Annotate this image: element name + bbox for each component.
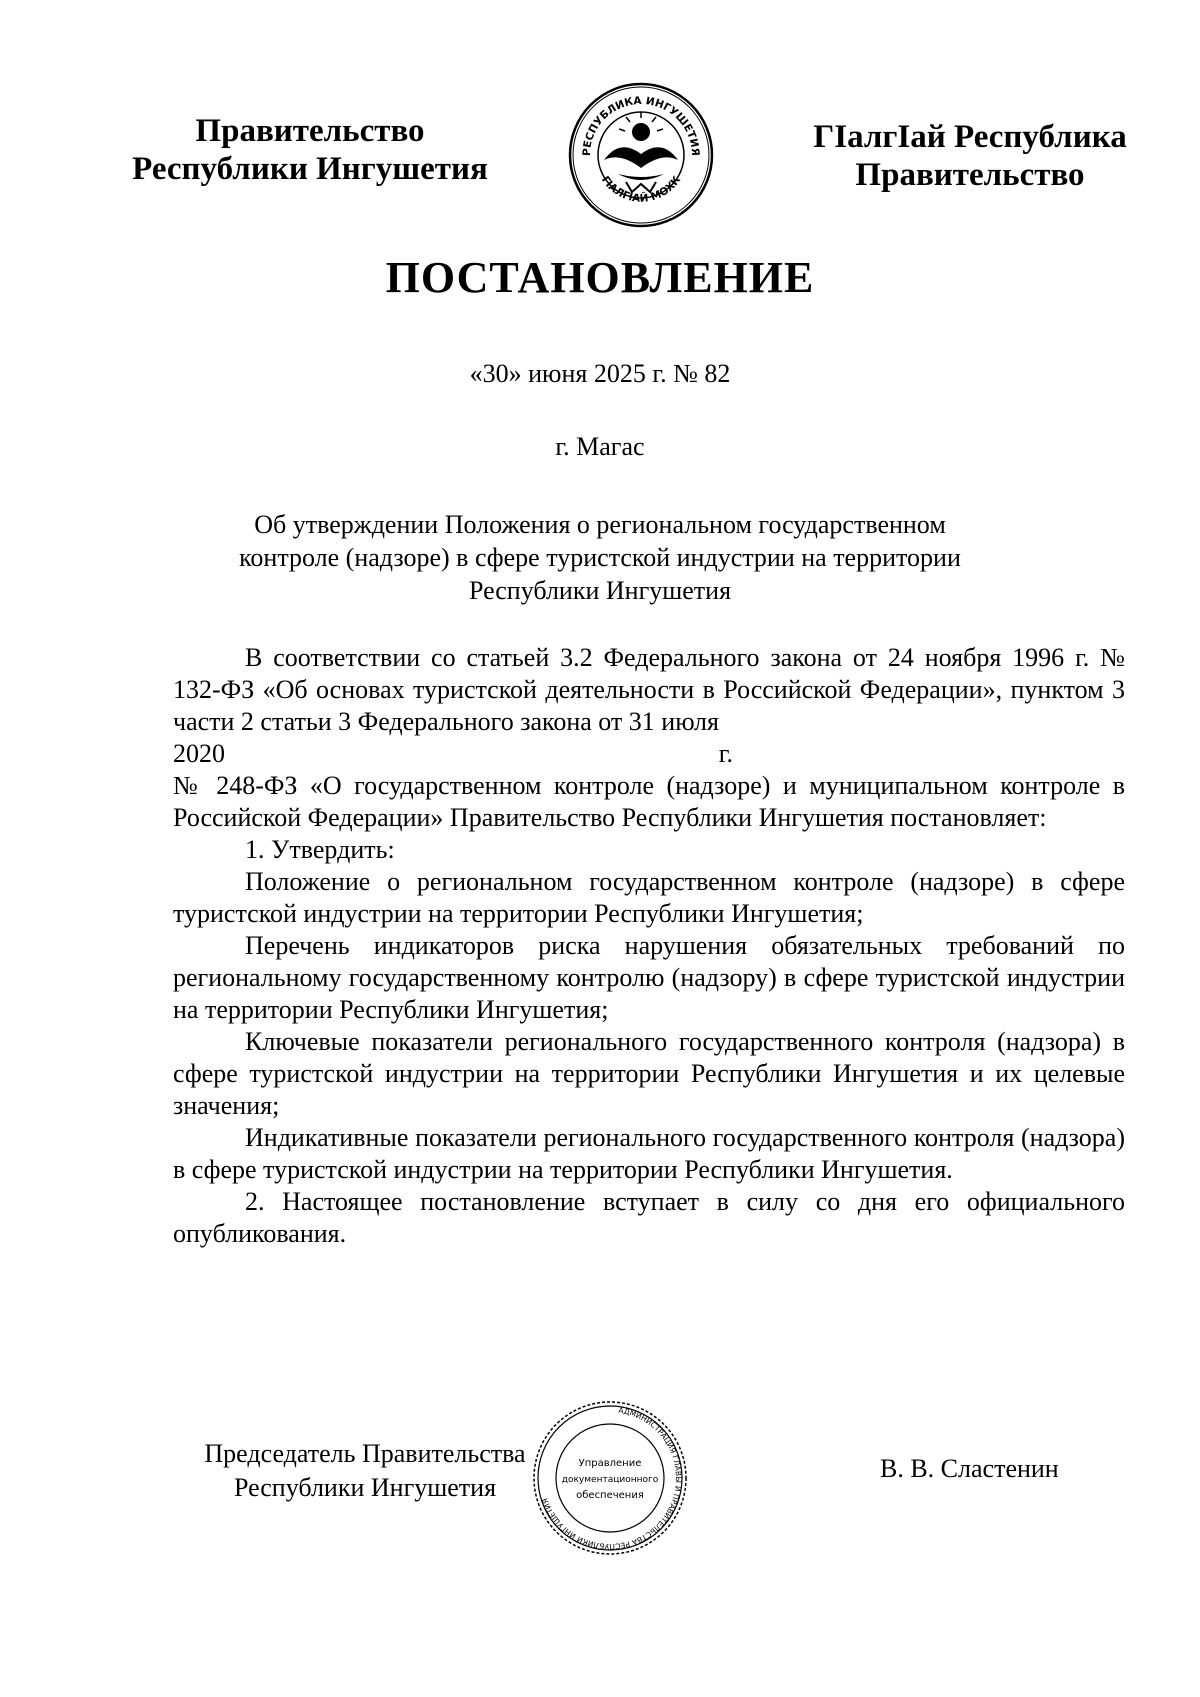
paragraph-item2: 2. Настоящее постановление вступает в силу со дня его официального опубликования. bbox=[173, 1187, 1125, 1248]
paragraph-item1-c: Ключевые показатели регионального государственного контроля (надзора) в сфере туристской индустрии на территории Республики Ингушетия и их целевые значения; bbox=[173, 1027, 1125, 1120]
document-city: г. Магас bbox=[555, 432, 645, 461]
signatory-title bbox=[180, 1437, 550, 1505]
document-body bbox=[173, 642, 1125, 1250]
paragraph-preamble-part2: № 248-ФЗ «О государственном контроле (надзоре) и муниципальном контроле в Российской Федерации» Правительство Республики Ингушетия постановляет: bbox=[173, 771, 1125, 832]
header-right bbox=[780, 118, 1160, 194]
document-type: ПОСТАНОВЛЕНИЕ bbox=[385, 253, 815, 302]
document-title-line2: контроле (надзоре) в сфере туристской индустрии на территории bbox=[239, 543, 961, 572]
document-title-line3: Республики Ингушетия bbox=[468, 576, 732, 605]
header-left-line1: Правительство bbox=[195, 113, 425, 149]
paragraph-preamble-part1: В соответствии со статьей 3.2 Федерального закона от 24 ноября 1996 г. № 132-ФЗ «Об основах туристской деятельности в Российской Федерации», пунктом 3 части 2 статьи 3 Федерального закона от 31 июля bbox=[173, 643, 1125, 736]
paragraph-item1-d: Индикативные показатели регионального государственного контроля (надзора) в сфере туристской индустрии на территории Республики Ингушетия. bbox=[173, 1123, 1125, 1184]
paragraph-item1: 1. Утвердить: bbox=[245, 835, 395, 864]
document-date-number: «30» июня 2025 г. № 82 bbox=[469, 359, 731, 388]
stamp-ring-text: АДМИНИСТРАЦИЯ ГЛАВЫ И ПРАВИТЕЛЬСТВА РЕСПУБЛИКИ ИНГУШЕТИЯ bbox=[540, 1405, 684, 1552]
stamp-line2: документационного bbox=[561, 1475, 659, 1485]
preamble-year-line bbox=[173, 738, 733, 770]
paragraph-item1-b: Перечень индикаторов риска нарушения обязательных требований по региональному государственному контролю (надзору) в сфере туристской индустрии на территории Республики Ингушетия; bbox=[173, 931, 1125, 1024]
signatory-title-line2: Республики Ингушетия bbox=[233, 1473, 497, 1502]
official-stamp bbox=[530, 1398, 690, 1558]
document-title bbox=[200, 508, 1000, 607]
document-title-line1: Об утверждении Положения о региональном государственном bbox=[254, 510, 946, 539]
signatory-title-line1: Председатель Правительства bbox=[204, 1439, 526, 1468]
coat-of-arms-emblem bbox=[568, 82, 714, 228]
header-right-line1: ГIалгIай Республика bbox=[813, 119, 1127, 155]
stamp-line1: Управление bbox=[578, 1458, 642, 1469]
preamble-year-suffix: г. bbox=[718, 739, 733, 768]
stamp-line3: обеспечения bbox=[576, 1490, 644, 1501]
header-left bbox=[100, 112, 520, 188]
paragraph-item1-a: Положение о региональном государственном контроле (надзоре) в сфере туристской индустрии на территории Республики Ингушетия; bbox=[173, 867, 1125, 928]
emblem-text-bottom: ГIАЛГIАЙ МОХК bbox=[598, 174, 684, 205]
header-left-line2: Республики Ингушетия bbox=[132, 151, 488, 187]
preamble-year: 2020 bbox=[173, 739, 225, 768]
header-right-line2: Правительство bbox=[855, 157, 1085, 193]
signatory-name: В. В. Сластенин bbox=[880, 1454, 1059, 1483]
emblem-text-top: РЕСПУБЛИКА ИНГУШЕТИЯ bbox=[580, 94, 702, 157]
